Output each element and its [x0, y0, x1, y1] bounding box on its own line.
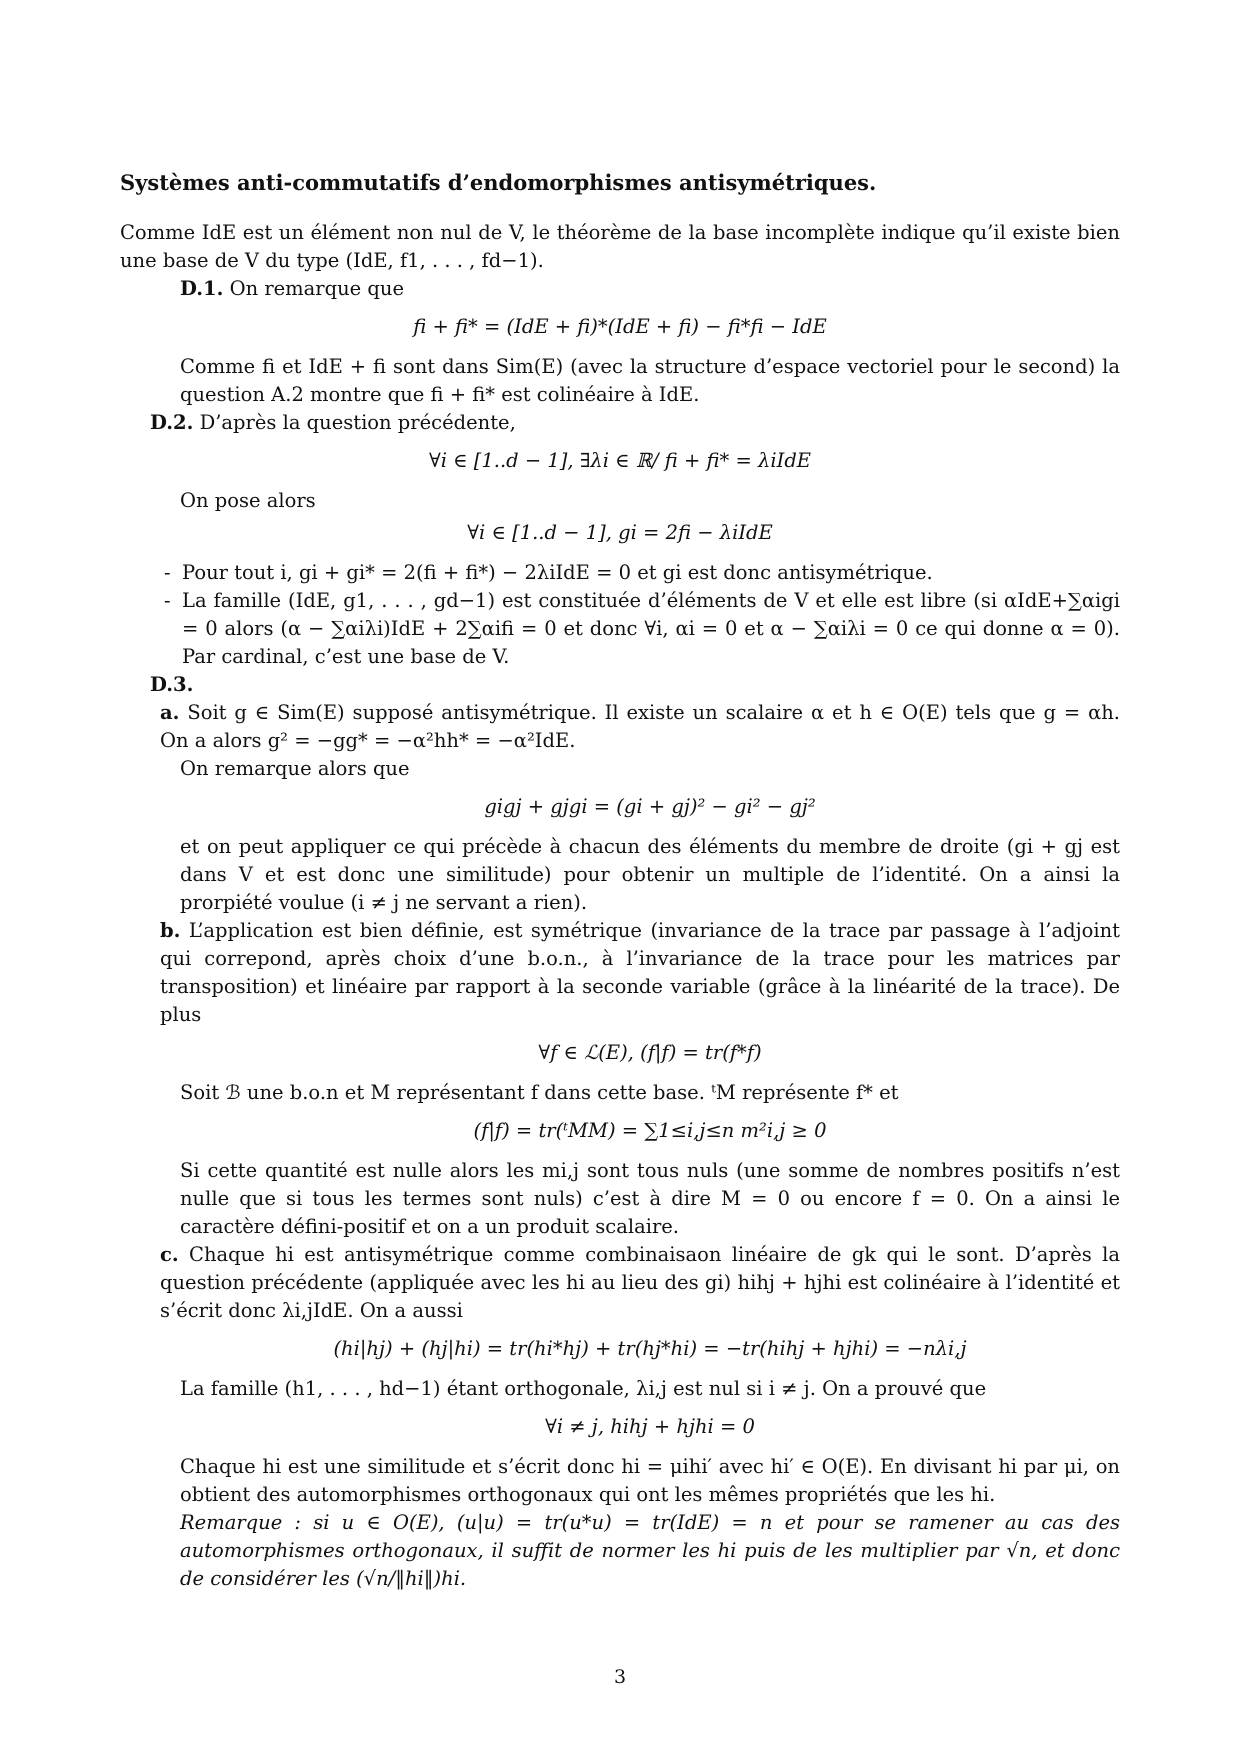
d3a-paragraph: [160, 699, 1120, 755]
d2-equation-1: ∀i ∈ [1..d − 1], ∃λi ∈ ℝ/ fi + fi* = λiIdE: [428, 449, 812, 472]
d3-label: D.3.: [150, 673, 194, 696]
d3c-text: Chaque hi est antisymétrique comme combinaisaon linéaire de gk qui le sont. D’après la question précédente (appliquée avec les hi au lieu des gi) hihj + hjhi est colinéaire à l’identité et s’écrit donc λi,jIdE. On a aussi: [160, 1243, 1121, 1322]
d2-bullet-1: - Pour tout i, gi + gi* = 2(fi + fi*) − 2λiIdE = 0 et gi est donc antisymétrique.: [160, 559, 1120, 587]
d2-label: D.2.: [150, 411, 194, 434]
d2-bullet-2: - La famille (IdE, g1, . . . , gd−1) est constituée d’éléments de V et elle est libre (si αIdE+∑αigi = 0 alors (α − ∑αiλi)IdE + 2∑αifi = 0 et donc ∀i, αi = 0 et α − ∑αiλi = 0 ce qui donne α = 0). Par cardinal, c’est une base de V.: [160, 587, 1120, 671]
d2-heading: [150, 409, 1120, 437]
d1-heading: [180, 275, 1120, 303]
d2-pose: On pose alors: [180, 489, 316, 512]
d3b-text2: Soit ℬ une b.o.n et M représentant f dans cette base. ᵗM représente f* et: [180, 1081, 899, 1104]
d3a-label: a.: [160, 701, 180, 724]
d3b-text3: Si cette quantité est nulle alors les mi,j sont tous nuls (une somme de nombres positifs n’est nulle que si tous les termes sont nuls) c’est à dire M = 0 ou encore f = 0. On a ainsi le caractère défini-positif et on a un produit scalaire.: [180, 1159, 1120, 1238]
d2-equation-2: ∀i ∈ [1..d − 1], gi = 2fi − λiIdE: [467, 521, 773, 544]
d1-label: D.1.: [180, 277, 224, 300]
d3c-text2: La famille (h1, . . . , hd−1) étant orthogonale, λi,j est nul si i ≠ j. On a prouvé que: [180, 1377, 987, 1400]
d3a-text2: et on peut appliquer ce qui précède à chacun des éléments du membre de droite (gi + gj est dans V et est donc une similitude) pour obtenir un multiple de l’identité. On a ainsi la prorpiété voulue (i ≠ j ne servant a rien).: [180, 835, 1120, 914]
d3c-equation-2: ∀i ≠ j, hihj + hjhi = 0: [545, 1415, 755, 1438]
d3a-text: Soit g ∈ Sim(E) supposé antisymétrique. Il existe un scalaire α et h ∈ O(E) tels que g = αh. On a alors g² = −gg* = −α²hh* = −α²IdE.: [160, 701, 1120, 752]
d1-text: Comme fi et IdE + fi sont dans Sim(E) (avec la structure d’espace vectoriel pour le second) la question A.2 montre que fi + fi* est colinéaire à IdE.: [180, 355, 1120, 406]
d3a-lead: On remarque alors que: [180, 757, 410, 780]
d3c-paragraph: [160, 1241, 1120, 1325]
d3c-text3: Chaque hi est une similitude et s’écrit donc hi = μihi′ avec hi′ ∈ O(E). En divisant hi par μi, on obtient des automorphismes orthogonaux qui ont les mêmes propriétés que les hi.: [180, 1455, 1120, 1506]
d1-lead: On remarque que: [229, 277, 404, 300]
remark-paragraph: Remarque : si u ∈ O(E), (u|u) = tr(u*u) = tr(IdE) = n et pour se ramener au cas des automorphismes orthogonaux, il suffit de normer les hi puis de les multiplier par √n, et donc de considérer les (√n/‖hi‖)hi.: [180, 1511, 1120, 1590]
intro-paragraph: Comme IdE est un élément non nul de V, le théorème de la base incomplète indique qu’il existe bien une base de V du type (IdE, f1, . . . , fd−1).: [120, 221, 1120, 272]
d3a-equation: gigj + gjgi = (gi + gj)² − gi² − gj²: [484, 795, 816, 818]
d3c-label: c.: [160, 1243, 179, 1266]
d3b-paragraph: [160, 917, 1120, 1029]
d2-lead: D’après la question précédente,: [199, 411, 516, 434]
d3c-equation-1: (hi|hj) + (hj|hi) = tr(hi*hj) + tr(hj*hi) = −tr(hihj + hjhi) = −nλi,j: [333, 1337, 967, 1360]
d3b-text: L’application est bien définie, est symétrique (invariance de la trace par passage à l’adjoint qui correpond, après choix d’une b.o.n., à l’invariance de la trace pour les matrices par transposition) et linéaire par rapport à la seconde variable (grâce à la linéarité de la trace). De plus: [160, 919, 1120, 1026]
page-number: 3: [613, 1666, 627, 1688]
section-title: Systèmes anti-commutatifs d’endomorphismes antisymétriques.: [120, 170, 877, 195]
d3b-equation-2: (f|f) = tr(ᵗMM) = ∑1≤i,j≤n m²i,j ≥ 0: [473, 1119, 827, 1142]
d3b-label: b.: [160, 919, 181, 942]
d1-equation: fi + fi* = (IdE + fi)*(IdE + fi) − fi*fi − IdE: [413, 315, 827, 338]
d3b-equation-1: ∀f ∈ ℒ(E), (f|f) = tr(f*f): [538, 1041, 762, 1064]
document-body: [120, 170, 1120, 1593]
